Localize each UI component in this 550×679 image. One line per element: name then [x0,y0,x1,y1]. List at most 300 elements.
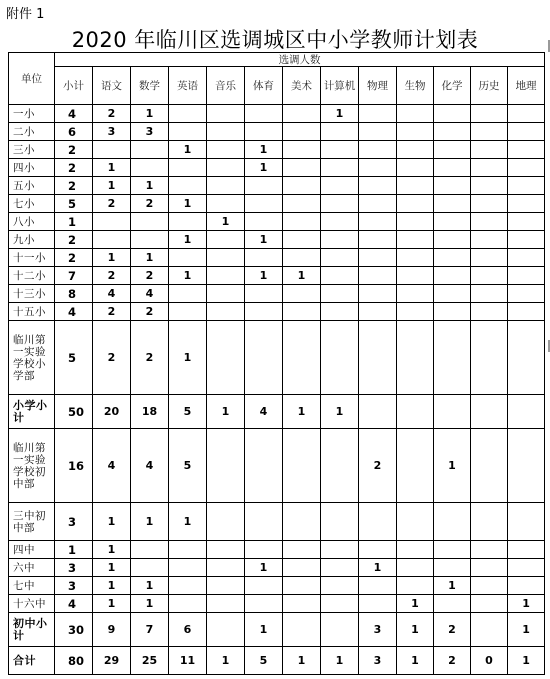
table-cell: 4 [55,303,93,321]
table-cell [471,503,508,541]
table-cell [434,285,471,303]
table-cell: 1 [169,141,207,159]
table-cell [283,195,321,213]
table-cell: 1 [93,503,131,541]
table-cell [93,213,131,231]
table-cell [131,213,169,231]
table-cell [471,141,508,159]
table-cell [508,577,545,595]
table-cell [471,249,508,267]
table-cell: 3 [93,123,131,141]
table-cell [169,123,207,141]
table-cell [321,303,359,321]
table-row [9,249,545,267]
table-cell [93,141,131,159]
table-cell [131,159,169,177]
page-title: 2020 年临川区选调城区中小学教师计划表 [71,28,479,52]
table-cell [471,321,508,395]
table-cell [207,267,245,285]
table-cell [359,541,397,559]
attachment-label: 附件 1 [6,7,45,22]
table-cell [397,577,434,595]
table-cell [283,595,321,613]
table-cell [321,595,359,613]
table-cell [283,321,321,395]
table-cell: 2 [55,177,93,195]
table-cell: 1 [283,395,321,429]
table-row [9,395,545,429]
table-cell [283,613,321,647]
table-cell [283,503,321,541]
subject-header: 计算机 [321,67,359,105]
table-cell: 1 [93,177,131,195]
table-cell [397,395,434,429]
table-cell [321,321,359,395]
table-cell: 2 [55,231,93,249]
table-cell [245,285,283,303]
table-cell [397,321,434,395]
unit-header: 单位 [9,53,55,105]
table-cell: 1 [131,105,169,123]
table-cell [471,123,508,141]
table-cell: 20 [93,395,131,429]
table-cell: 16 [55,429,93,503]
table-cell: 2 [93,105,131,123]
table-cell [359,595,397,613]
table-cell: 18 [131,395,169,429]
table-row [9,213,545,231]
table-cell [245,105,283,123]
table-cell: 4 [55,105,93,123]
table-cell [471,231,508,249]
table-cell [169,177,207,195]
table-cell: 1 [207,647,245,675]
table-cell [359,177,397,195]
table-cell [508,159,545,177]
table-cell: 1 [93,595,131,613]
table-cell [508,249,545,267]
teacher-plan-table [8,52,545,675]
table-cell [283,159,321,177]
table-cell [359,249,397,267]
row-name: 十六中 [9,595,55,613]
table-cell [359,285,397,303]
table-cell [508,231,545,249]
table-cell [471,105,508,123]
table-cell [434,141,471,159]
table-cell: 1 [207,213,245,231]
table-cell: 5 [169,395,207,429]
table-cell [169,159,207,177]
table-cell [397,285,434,303]
table-cell: 1 [245,159,283,177]
table-cell [321,577,359,595]
table-row [9,559,545,577]
table-cell [131,541,169,559]
table-cell [397,123,434,141]
table-row [9,321,545,395]
table-cell [471,577,508,595]
table-cell [397,177,434,195]
table-cell [397,267,434,285]
table-cell: 2 [131,195,169,213]
table-row [9,595,545,613]
table-cell: 11 [169,647,207,675]
table-cell: 1 [359,559,397,577]
table-cell: 2 [93,321,131,395]
table-cell [207,613,245,647]
table-cell [397,159,434,177]
table-cell [283,559,321,577]
row-name: 五小 [9,177,55,195]
table-cell [245,213,283,231]
table-cell: 1 [245,613,283,647]
table-cell: 7 [55,267,93,285]
table-row [9,177,545,195]
table-cell: 1 [169,195,207,213]
table-cell [131,559,169,577]
table-cell [169,577,207,595]
table-cell: 4 [245,395,283,429]
table-cell [508,267,545,285]
table-cell [471,303,508,321]
row-name: 三小 [9,141,55,159]
table-cell [321,123,359,141]
table-cell [207,159,245,177]
table-cell: 1 [434,577,471,595]
table-cell [169,595,207,613]
table-cell: 6 [55,123,93,141]
table-cell [245,429,283,503]
table-row [9,541,545,559]
table-cell [321,195,359,213]
table-cell [397,231,434,249]
table-cell [245,303,283,321]
table-cell [169,559,207,577]
row-name: 临川第一实验学校初中部 [9,429,55,503]
table-cell: 1 [169,267,207,285]
table-cell [245,195,283,213]
table-cell: 1 [131,249,169,267]
table-cell [131,141,169,159]
table-cell [508,429,545,503]
table-cell: 4 [131,285,169,303]
table-cell [397,195,434,213]
table-cell [321,159,359,177]
table-cell [508,123,545,141]
row-name: 八小 [9,213,55,231]
table-cell [131,231,169,249]
table-cell: 1 [397,613,434,647]
table-cell: 2 [55,249,93,267]
table-cell [508,177,545,195]
table-cell: 1 [93,541,131,559]
table-cell [321,231,359,249]
table-cell [207,541,245,559]
row-name: 十一小 [9,249,55,267]
table-cell [283,541,321,559]
table-cell [508,213,545,231]
table-cell: 29 [93,647,131,675]
table-cell [283,141,321,159]
table-cell [321,267,359,285]
table-cell [471,213,508,231]
table-cell [508,559,545,577]
row-name: 二小 [9,123,55,141]
table-cell: 2 [131,321,169,395]
row-name: 三中初中部 [9,503,55,541]
table-cell [359,321,397,395]
table-cell [434,503,471,541]
table-cell [245,123,283,141]
table-cell: 25 [131,647,169,675]
table-cell: 2 [93,195,131,213]
subject-header: 英语 [169,67,207,105]
table-cell [207,285,245,303]
table-cell [207,177,245,195]
table-cell: 5 [169,429,207,503]
table-row [9,159,545,177]
row-name: 七小 [9,195,55,213]
table-cell: 2 [93,267,131,285]
table-row [9,123,545,141]
table-cell: 1 [245,141,283,159]
subject-header: 地理 [508,67,545,105]
table-cell [397,541,434,559]
table-cell [397,249,434,267]
table-cell: 4 [93,429,131,503]
table-cell [434,213,471,231]
table-row [9,285,545,303]
table-cell: 3 [55,559,93,577]
table-cell [508,105,545,123]
table-cell [321,177,359,195]
table-cell: 1 [245,231,283,249]
subject-header: 生物 [397,67,434,105]
table-cell: 1 [397,595,434,613]
table-cell [471,429,508,503]
table-cell [207,249,245,267]
table-cell [283,213,321,231]
table-cell [283,105,321,123]
table-cell: 1 [131,503,169,541]
table-cell [434,231,471,249]
table-cell [93,231,131,249]
table-cell [245,249,283,267]
table-cell: 4 [55,595,93,613]
table-cell [207,595,245,613]
table-cell: 50 [55,395,93,429]
table-cell [359,213,397,231]
table-cell [359,141,397,159]
table-cell: 4 [93,285,131,303]
table-cell [434,267,471,285]
subject-header: 化学 [434,67,471,105]
table-cell: 2 [434,613,471,647]
table-cell: 1 [55,541,93,559]
table-cell [283,231,321,249]
table-cell [169,213,207,231]
table-cell: 2 [359,429,397,503]
row-name: 十二小 [9,267,55,285]
row-name: 六中 [9,559,55,577]
table-cell: 2 [131,303,169,321]
table-row [9,231,545,249]
table-cell: 1 [434,429,471,503]
table-cell [434,195,471,213]
subject-header: 体育 [245,67,283,105]
table-cell: 1 [131,177,169,195]
table-cell [397,105,434,123]
header-row [9,53,545,67]
table-cell: 2 [131,267,169,285]
table-cell: 2 [55,159,93,177]
table-cell [434,249,471,267]
table-cell [321,213,359,231]
table-cell: 1 [397,647,434,675]
table-cell: 1 [131,595,169,613]
table-cell [471,613,508,647]
table-cell [471,195,508,213]
table-cell [283,303,321,321]
table-cell [359,395,397,429]
subject-header: 数学 [131,67,169,105]
table-cell: 3 [55,577,93,595]
table-cell: 6 [169,613,207,647]
table-cell [245,595,283,613]
table-cell: 9 [93,613,131,647]
table-cell [434,595,471,613]
subject-header: 物理 [359,67,397,105]
table-cell: 1 [321,395,359,429]
table-cell [508,303,545,321]
table-cell [207,141,245,159]
table-cell: 2 [93,303,131,321]
table-cell [245,321,283,395]
table-cell [397,559,434,577]
table-cell [359,195,397,213]
table-cell [207,195,245,213]
table-row [9,303,545,321]
table-row [9,613,545,647]
row-name: 一小 [9,105,55,123]
table-cell [207,503,245,541]
table-cell [397,429,434,503]
table-cell [321,541,359,559]
table-cell: 5 [245,647,283,675]
table-cell [359,503,397,541]
table-cell: 5 [55,321,93,395]
table-cell [283,577,321,595]
group-header: 选调人数 [55,53,545,67]
table-cell: 4 [131,429,169,503]
table-row [9,503,545,541]
table-cell [207,559,245,577]
table-cell [169,303,207,321]
table-cell: 1 [207,395,245,429]
table-cell: 1 [245,267,283,285]
table-cell [321,285,359,303]
table-cell [359,231,397,249]
table-cell [471,159,508,177]
table-cell: 1 [245,559,283,577]
row-name: 四中 [9,541,55,559]
table-cell [207,429,245,503]
table-cell: 7 [131,613,169,647]
table-cell [471,177,508,195]
table-cell [471,595,508,613]
table-row [9,141,545,159]
table-cell: 2 [55,141,93,159]
row-name: 七中 [9,577,55,595]
table-cell [508,285,545,303]
table-cell [283,429,321,503]
table-cell [434,541,471,559]
row-name: 九小 [9,231,55,249]
table-cell: 3 [359,613,397,647]
table-cell: 1 [508,647,545,675]
table-cell: 1 [508,595,545,613]
table-row [9,195,545,213]
table-cell [321,503,359,541]
row-name: 初中小计 [9,613,55,647]
table-cell: 3 [359,647,397,675]
table-cell [471,285,508,303]
table-cell: 1 [93,249,131,267]
table-cell: 1 [55,213,93,231]
table-cell [207,577,245,595]
table-cell [397,303,434,321]
table-cell: 2 [434,647,471,675]
row-name: 十三小 [9,285,55,303]
table-cell [359,267,397,285]
table-cell: 1 [508,613,545,647]
table-cell: 1 [169,321,207,395]
table-cell [508,195,545,213]
table-cell: 1 [169,503,207,541]
table-cell: 1 [131,577,169,595]
table-cell [359,303,397,321]
table-cell [321,141,359,159]
table-cell [359,105,397,123]
table-cell [169,541,207,559]
table-cell [321,249,359,267]
table-cell [434,123,471,141]
table-cell: 1 [169,231,207,249]
row-name: 小学小计 [9,395,55,429]
table-row [9,577,545,595]
table-cell [359,123,397,141]
table-cell: 1 [93,159,131,177]
table-cell [471,541,508,559]
table-cell: 1 [283,647,321,675]
table-cell [245,177,283,195]
table-cell [434,395,471,429]
table-cell [283,123,321,141]
table-cell [508,395,545,429]
subject-header: 语文 [93,67,131,105]
table-cell [283,177,321,195]
table-cell [434,321,471,395]
table-cell: 30 [55,613,93,647]
table-cell [169,249,207,267]
table-cell [207,123,245,141]
table-cell [397,213,434,231]
table-cell [321,429,359,503]
table-cell: 8 [55,285,93,303]
table-cell [207,303,245,321]
table-cell [321,613,359,647]
